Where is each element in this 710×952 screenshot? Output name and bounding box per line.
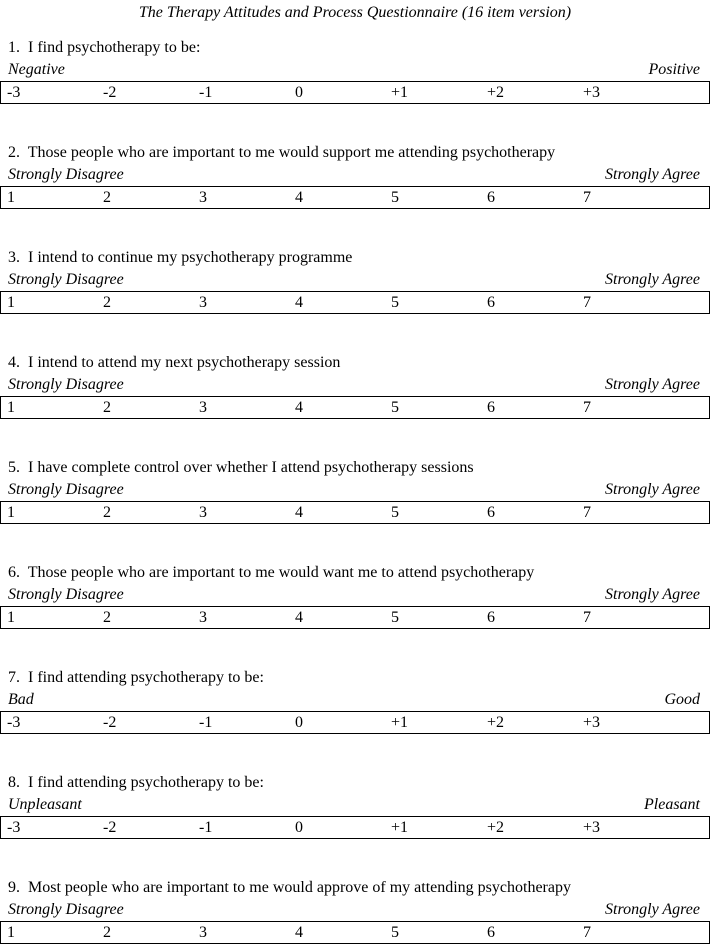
item-right-anchor: Positive bbox=[648, 61, 700, 78]
scale-value: 2 bbox=[103, 399, 111, 416]
scale-value: 1 bbox=[7, 189, 15, 206]
questionnaire-item bbox=[0, 142, 710, 209]
scale-value: +1 bbox=[391, 714, 409, 731]
item-left-anchor: Strongly Disagree bbox=[8, 586, 124, 603]
scale-value: 1 bbox=[7, 504, 15, 521]
questionnaire-item bbox=[0, 667, 710, 734]
item-anchors bbox=[0, 584, 710, 606]
item-left-anchor: Unpleasant bbox=[8, 796, 82, 813]
scale-value: 5 bbox=[391, 399, 399, 416]
item-right-anchor: Pleasant bbox=[644, 796, 700, 813]
scale-value: 0 bbox=[295, 819, 303, 836]
item-scale bbox=[0, 396, 710, 419]
scale-value: 5 bbox=[391, 189, 399, 206]
item-left-anchor: Bad bbox=[8, 691, 34, 708]
scale-value: 7 bbox=[583, 399, 591, 416]
scale-value: +2 bbox=[487, 714, 505, 731]
questionnaire-item bbox=[0, 562, 710, 629]
item-scale bbox=[0, 606, 710, 629]
scale-value: -3 bbox=[7, 84, 21, 101]
item-question: 4. I intend to attend my next psychotherapy session bbox=[8, 354, 341, 371]
scale-value: 5 bbox=[391, 504, 399, 521]
scale-value: 4 bbox=[295, 294, 303, 311]
scale-value: 0 bbox=[295, 84, 303, 101]
scale-value: 6 bbox=[487, 504, 495, 521]
item-right-anchor: Strongly Agree bbox=[605, 481, 700, 498]
item-left-anchor: Strongly Disagree bbox=[8, 481, 124, 498]
questionnaire-item bbox=[0, 247, 710, 314]
item-question: 2. Those people who are important to me would support me attending psychotherapy bbox=[8, 144, 556, 161]
scale-value: 4 bbox=[295, 189, 303, 206]
item-question: 9. Most people who are important to me would approve of my attending psychotherapy bbox=[8, 879, 571, 896]
scale-value: 4 bbox=[295, 924, 303, 941]
scale-value: 7 bbox=[583, 924, 591, 941]
scale-value: -3 bbox=[7, 819, 21, 836]
scale-value: +3 bbox=[583, 714, 601, 731]
scale-value: -3 bbox=[7, 714, 21, 731]
item-scale bbox=[0, 81, 710, 104]
item-scale bbox=[0, 501, 710, 524]
scale-value: 4 bbox=[295, 609, 303, 626]
item-scale bbox=[0, 816, 710, 839]
scale-value: -1 bbox=[199, 714, 213, 731]
questionnaire-item bbox=[0, 457, 710, 524]
scale-value: +2 bbox=[487, 819, 505, 836]
item-left-anchor: Strongly Disagree bbox=[8, 271, 124, 288]
item-right-anchor: Strongly Agree bbox=[605, 586, 700, 603]
scale-value: 3 bbox=[199, 924, 207, 941]
item-question: 1. I find psychotherapy to be: bbox=[8, 39, 201, 56]
item-left-anchor: Strongly Disagree bbox=[8, 166, 124, 183]
item-scale bbox=[0, 921, 710, 944]
item-right-anchor: Strongly Agree bbox=[605, 376, 700, 393]
scale-value: 3 bbox=[199, 399, 207, 416]
scale-value: 6 bbox=[487, 399, 495, 416]
item-question: 8. I find attending psychotherapy to be: bbox=[8, 774, 264, 791]
scale-value: +3 bbox=[583, 819, 601, 836]
scale-value: -1 bbox=[199, 819, 213, 836]
scale-value: 7 bbox=[583, 609, 591, 626]
scale-value: 3 bbox=[199, 294, 207, 311]
item-anchors bbox=[0, 794, 710, 816]
item-right-anchor: Good bbox=[664, 691, 700, 708]
item-anchors bbox=[0, 689, 710, 711]
scale-value: 2 bbox=[103, 189, 111, 206]
scale-value: 4 bbox=[295, 504, 303, 521]
scale-value: -2 bbox=[103, 714, 117, 731]
scale-value: 0 bbox=[295, 714, 303, 731]
scale-value: 7 bbox=[583, 189, 591, 206]
scale-value: -2 bbox=[103, 84, 117, 101]
questionnaire-item bbox=[0, 772, 710, 839]
scale-value: 3 bbox=[199, 609, 207, 626]
item-anchors bbox=[0, 479, 710, 501]
item-anchors bbox=[0, 164, 710, 186]
item-left-anchor: Strongly Disagree bbox=[8, 901, 124, 918]
item-anchors bbox=[0, 59, 710, 81]
item-question: 6. Those people who are important to me would want me to attend psychotherapy bbox=[8, 564, 535, 581]
scale-value: 3 bbox=[199, 189, 207, 206]
scale-value: 7 bbox=[583, 504, 591, 521]
scale-value: 5 bbox=[391, 609, 399, 626]
questionnaire-item bbox=[0, 352, 710, 419]
scale-value: +1 bbox=[391, 819, 409, 836]
item-right-anchor: Strongly Agree bbox=[605, 901, 700, 918]
scale-value: 6 bbox=[487, 189, 495, 206]
scale-value: 3 bbox=[199, 504, 207, 521]
scale-value: -1 bbox=[199, 84, 213, 101]
item-anchors bbox=[0, 374, 710, 396]
scale-value: -2 bbox=[103, 819, 117, 836]
scale-value: 2 bbox=[103, 294, 111, 311]
item-right-anchor: Strongly Agree bbox=[605, 166, 700, 183]
scale-value: 1 bbox=[7, 924, 15, 941]
questionnaire-items bbox=[0, 37, 710, 944]
scale-value: 5 bbox=[391, 294, 399, 311]
scale-value: 2 bbox=[103, 924, 111, 941]
scale-value: 2 bbox=[103, 609, 111, 626]
scale-value: 1 bbox=[7, 609, 15, 626]
item-scale bbox=[0, 291, 710, 314]
item-scale bbox=[0, 711, 710, 734]
questionnaire-item bbox=[0, 877, 710, 944]
item-left-anchor: Negative bbox=[8, 61, 65, 78]
scale-value: +1 bbox=[391, 84, 409, 101]
scale-value: 2 bbox=[103, 504, 111, 521]
scale-value: 6 bbox=[487, 294, 495, 311]
scale-value: 5 bbox=[391, 924, 399, 941]
questionnaire-item bbox=[0, 37, 710, 104]
scale-value: +2 bbox=[487, 84, 505, 101]
item-question: 7. I find attending psychotherapy to be: bbox=[8, 669, 264, 686]
scale-value: 4 bbox=[295, 399, 303, 416]
item-right-anchor: Strongly Agree bbox=[605, 271, 700, 288]
item-left-anchor: Strongly Disagree bbox=[8, 376, 124, 393]
item-question: 5. I have complete control over whether I attend psychotherapy sessions bbox=[8, 459, 474, 476]
scale-value: 6 bbox=[487, 609, 495, 626]
item-anchors bbox=[0, 269, 710, 291]
item-anchors bbox=[0, 899, 710, 921]
scale-value: 1 bbox=[7, 294, 15, 311]
scale-value: 7 bbox=[583, 294, 591, 311]
page-title: The Therapy Attitudes and Process Questionnaire (16 item version) bbox=[138, 4, 572, 21]
item-scale bbox=[0, 186, 710, 209]
item-question: 3. I intend to continue my psychotherapy programme bbox=[8, 249, 353, 266]
scale-value: +3 bbox=[583, 84, 601, 101]
scale-value: 1 bbox=[7, 399, 15, 416]
scale-value: 6 bbox=[487, 924, 495, 941]
